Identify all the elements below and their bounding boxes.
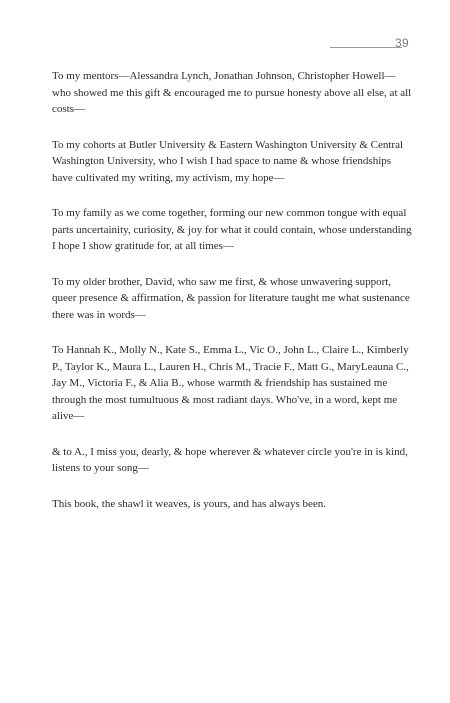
paragraph-mentors: To my mentors—Alessandra Lynch, Jonathan Johnson, Christopher Howell— who showed me this gift & encouraged me to pursue honesty above all else, at all costs—	[52, 70, 412, 115]
page-header	[0, 36, 450, 56]
paragraph-family: To my family as we come together, forming our new common tongue with equal parts uncertainity, curiosity, & joy for what it could contain, whose understanding I hope I show gratitude for, at all times—	[52, 207, 412, 252]
paragraph-brother: To my older brother, David, who saw me first, & whose unwavering support, queer presence & affirmation, & passion for literature taught me what sustenance there was in words—	[52, 275, 410, 321]
paragraph-cohorts: To my cohorts at Butler University & Eastern Washington University & Central Washington University, who I wish I had space to name & whose friendships have cultivated my writing, my activism, my hope—	[52, 138, 404, 184]
paragraph-closing: This book, the shawl it weaves, is yours, and has always been.	[52, 497, 327, 510]
paragraph-to-a: & to A., I miss you, dearly, & hope wherever & whatever circle you're in is kind, listens to your song—	[52, 445, 408, 474]
acknowledgments-text	[52, 68, 412, 531]
page-number: 39	[395, 36, 409, 50]
header-rule	[330, 47, 402, 48]
paragraph-friends: To Hannah K., Molly N., Kate S., Emma L., Vic O., John L., Claire L., Kimberly P., Taylor K., Maura L., Lauren H., Chris M., Tracie F., Matt G., MaryLeauna C., Jay M., Victoria F., & Alia B., whose warmth & friendship has sustained me through the most tumultuous & most radiant days. Who've, in a word, kept me alive—	[52, 344, 409, 422]
